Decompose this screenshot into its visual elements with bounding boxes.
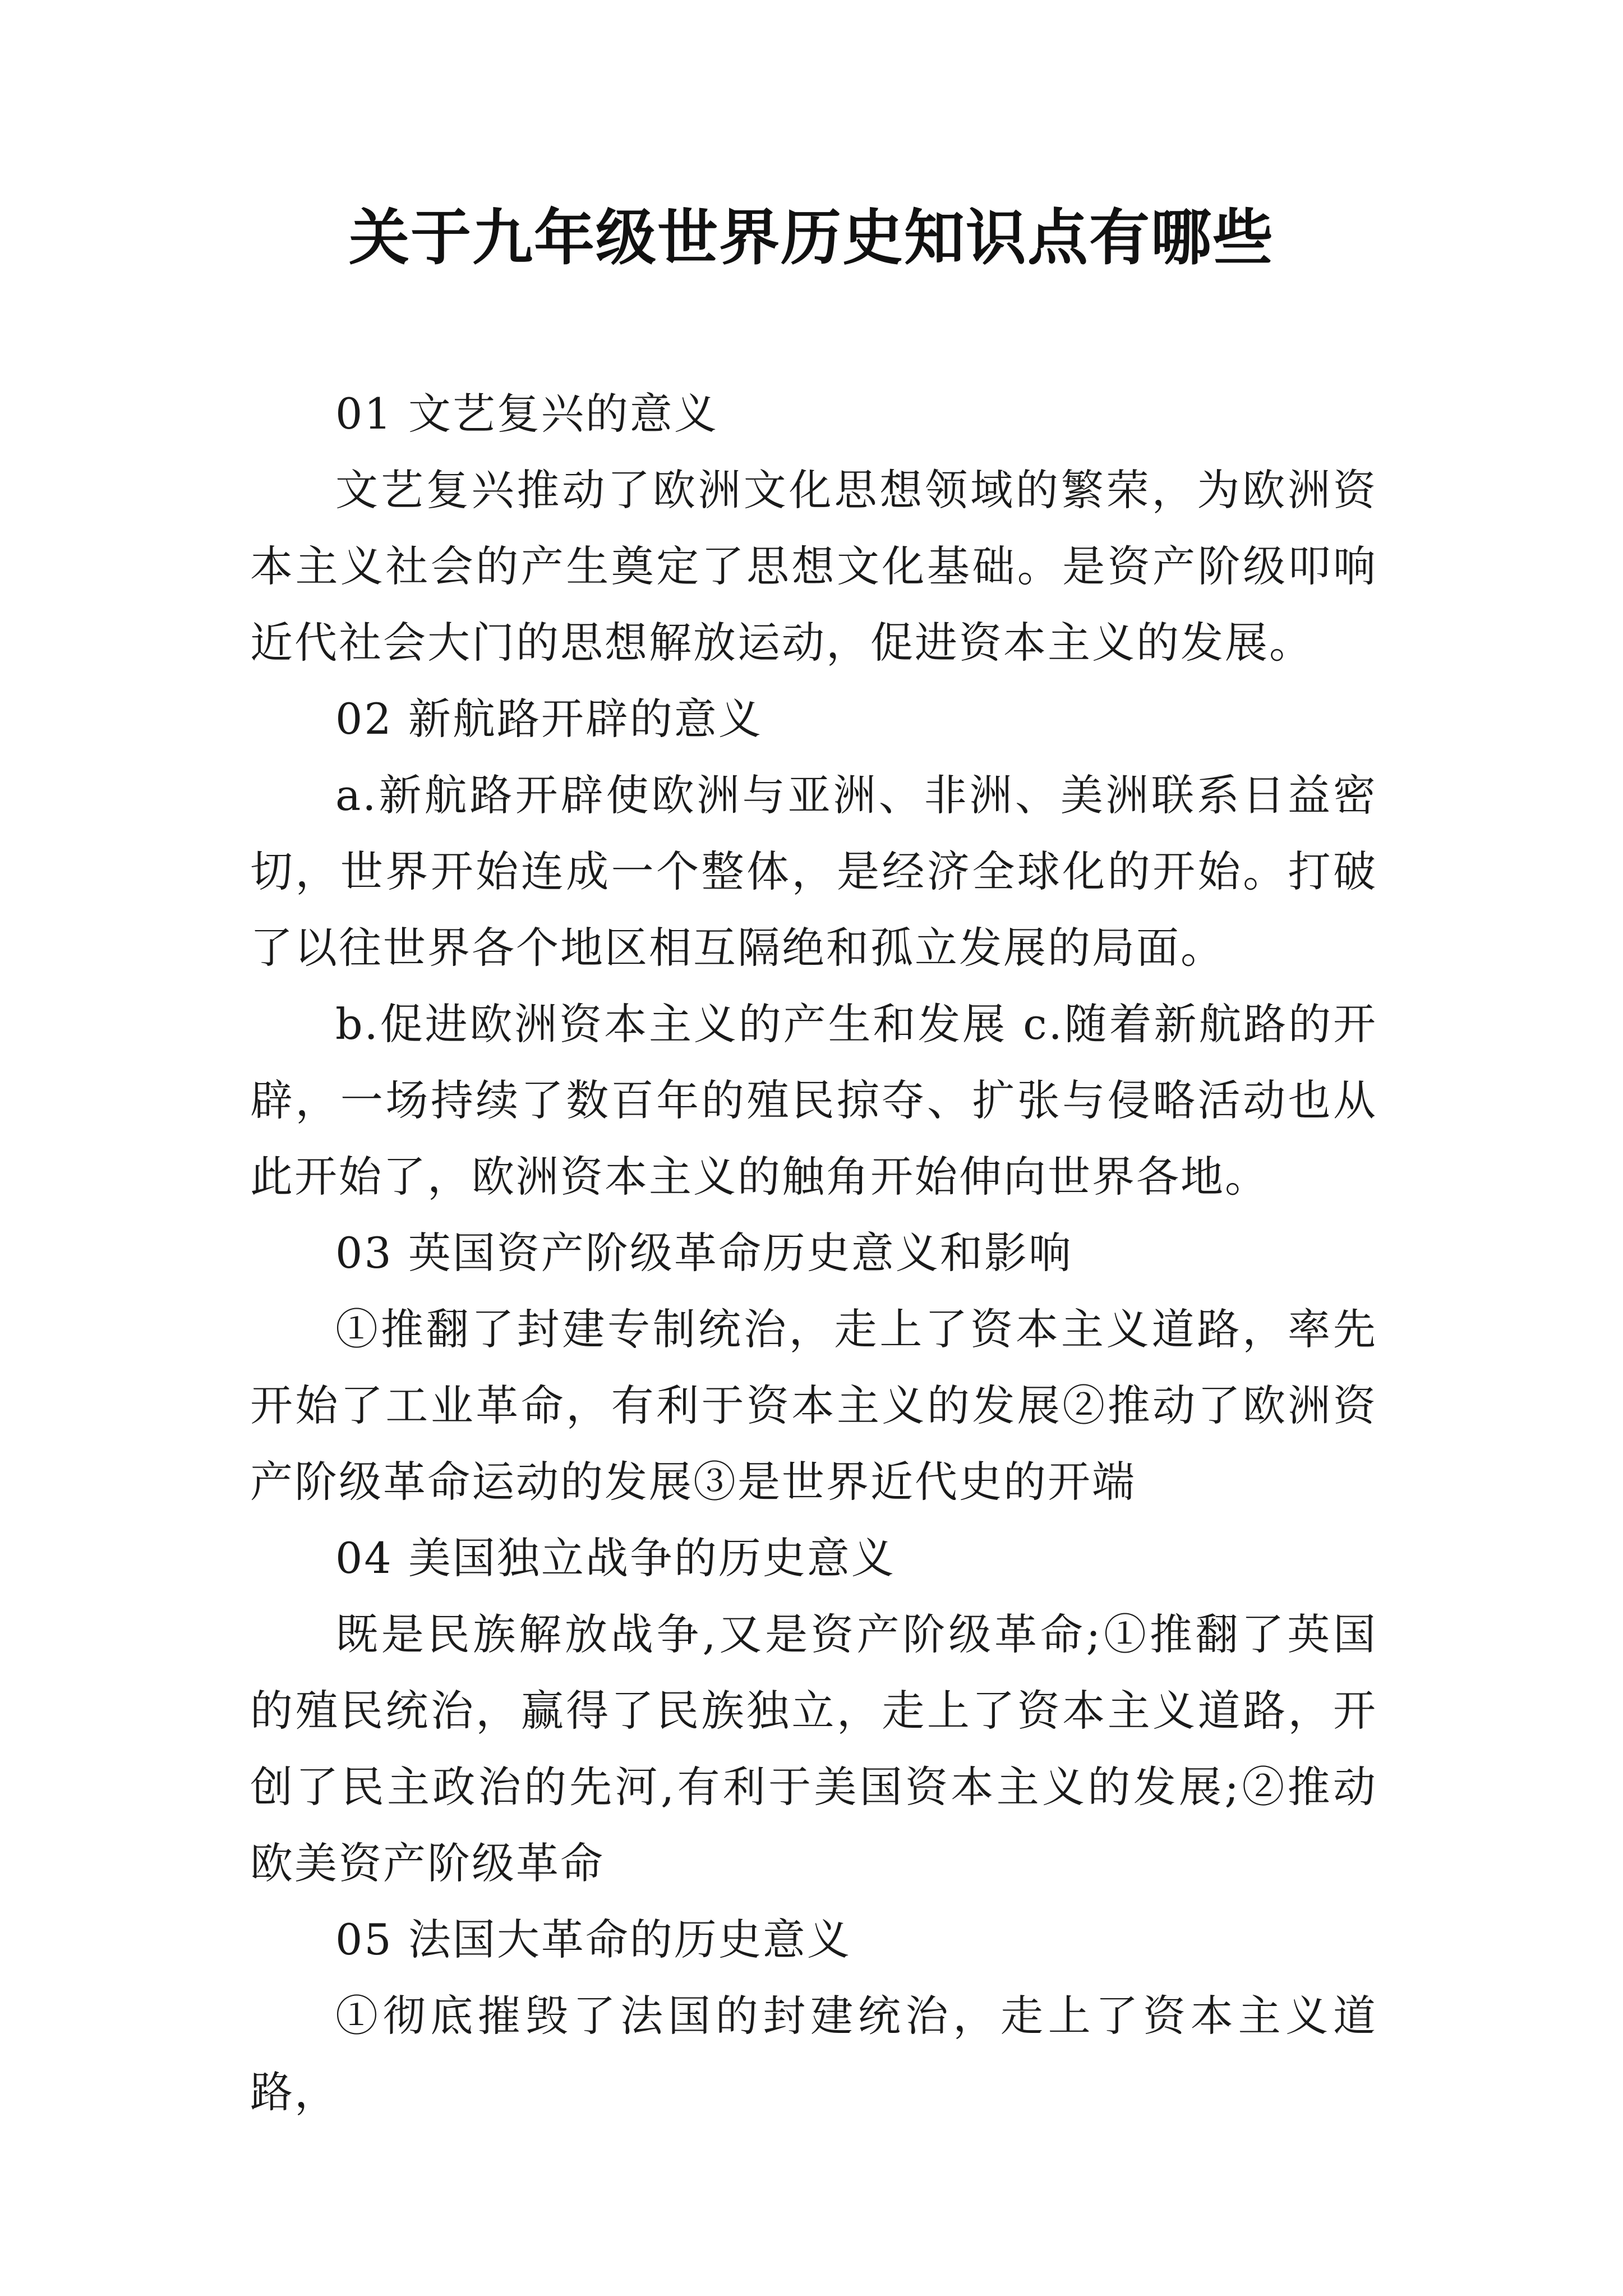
section-paragraph: 既是民族解放战争,又是资产阶级革命;①推翻了英国的殖民统治，赢得了民族独立，走上了资本主义道路，开创了民主政治的先河,有利于美国资本主义的发展;②推动欧美资产阶级革命 [250,1609,1377,1888]
section-paragraph: ①彻底摧毁了法国的封建统治，走上了资本主义道路， [250,1991,1377,2117]
document-title: 关于九年级世界历史知识点有哪些 [348,203,1274,273]
document-body [250,376,1377,2131]
section-paragraph: ①推翻了封建专制统治，走上了资本主义道路，率先开始了工业革命，有利于资本主义的发展②推动了欧洲资产阶级革命运动的发展③是世界近代史的开端 [250,1304,1377,1507]
section-heading: 03 英国资产阶级革命历史意义和影响 [335,1228,1073,1278]
section-heading: 01 文艺复兴的意义 [335,389,718,439]
section-paragraph: a.新航路开辟使欧洲与亚洲、非洲、美洲联系日益密切，世界开始连成一个整体，是经济全球化的开始。打破了以往世界各个地区相互隔绝和孤立发展的局面。 [250,770,1377,973]
section-heading: 02 新航路开辟的意义 [335,694,763,744]
section-paragraph: b.促进欧洲资本主义的产生和发展 c.随着新航路的开辟，一场持续了数百年的殖民掠夺、扩张与侵略活动也从此开始了，欧洲资本主义的触角开始伸向世界各地。 [250,999,1377,1202]
section-paragraph: 文艺复兴推动了欧洲文化思想领域的繁荣，为欧洲资本主义社会的产生奠定了思想文化基础。是资产阶级叩响近代社会大门的思想解放运动，促进资本主义的发展。 [250,465,1377,668]
section-heading: 05 法国大革命的历史意义 [335,1915,851,1964]
section-heading: 04 美国独立战争的历史意义 [335,1533,896,1583]
